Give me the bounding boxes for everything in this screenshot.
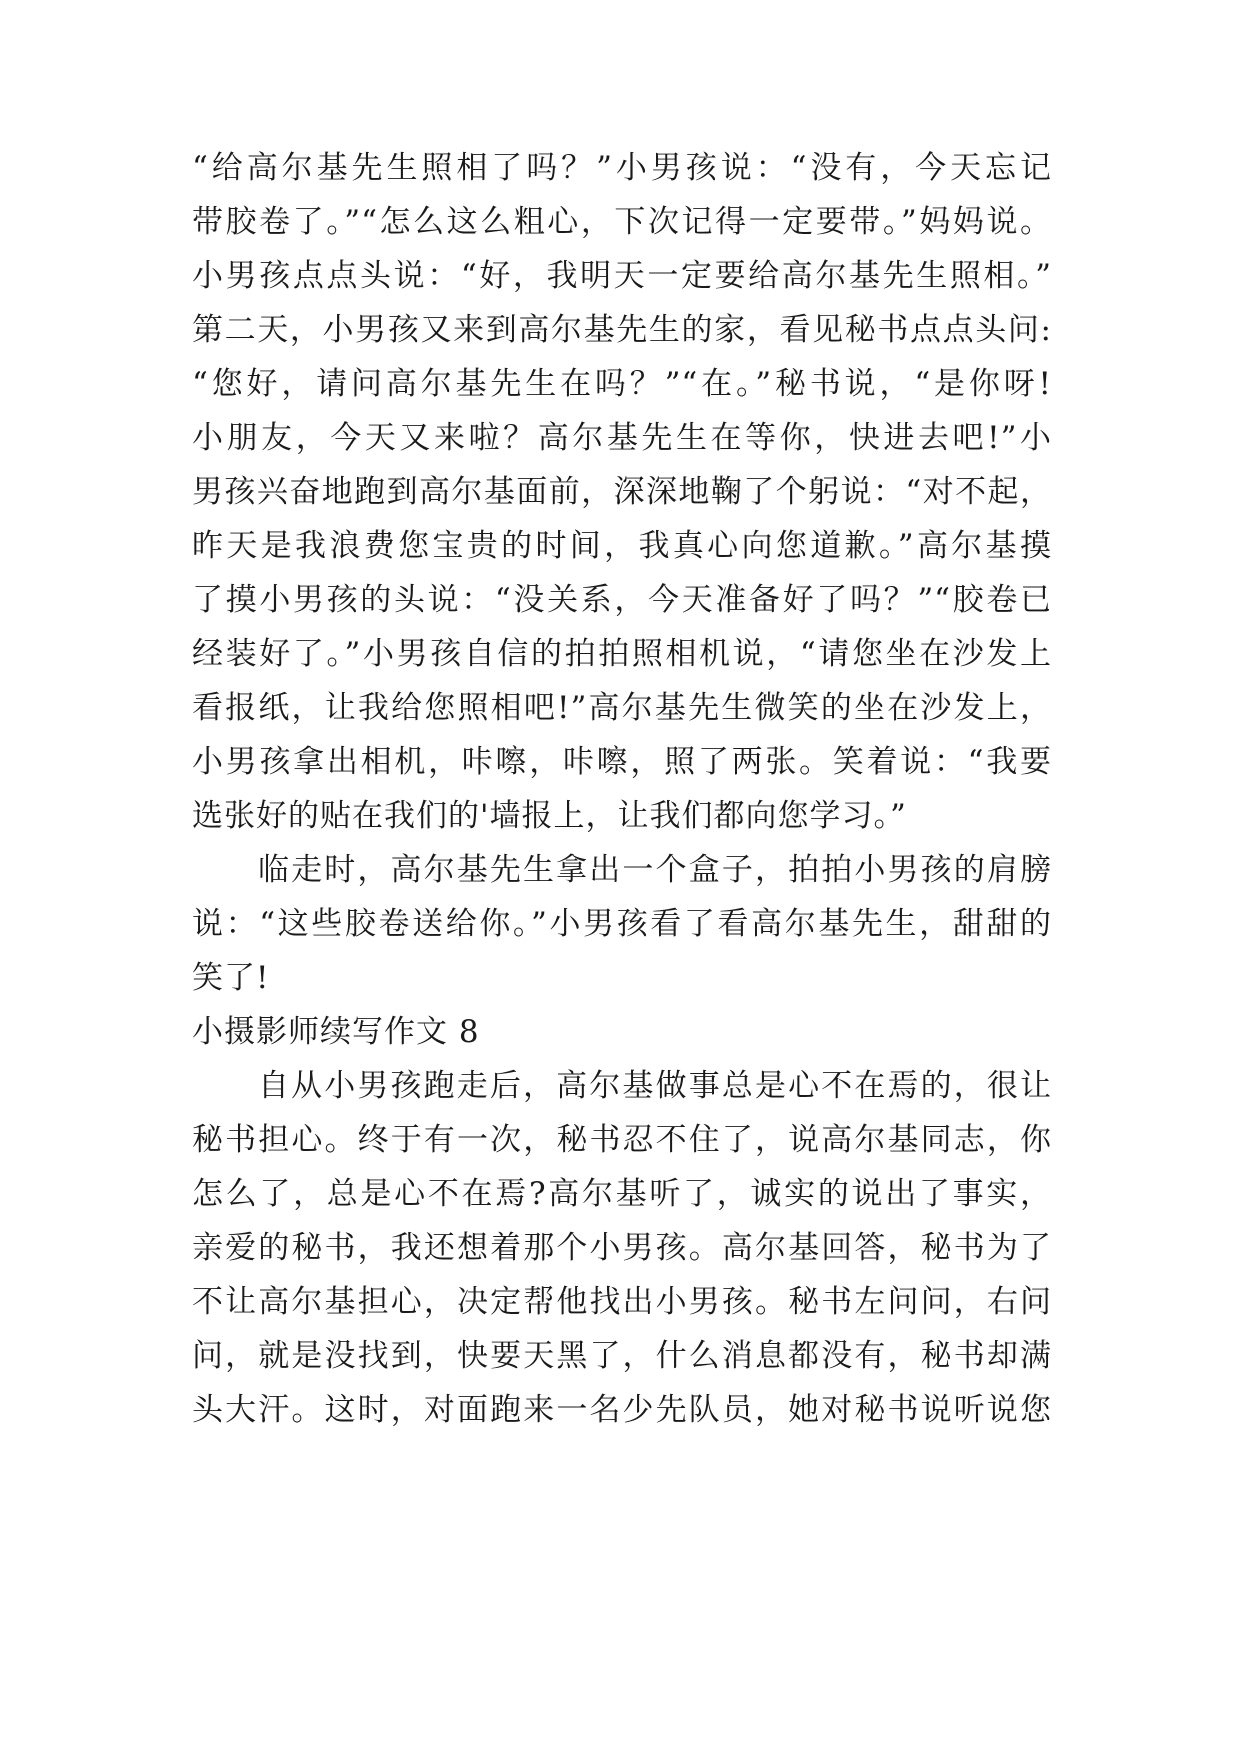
text-line: “您好，请问高尔基先生在吗？”“在。”秘书说，“是你呀! <box>192 366 1052 402</box>
text-line: 笑了! <box>192 960 270 996</box>
paragraph-first-line: 临走时，高尔基先生拿出一个盒子，拍拍小男孩的肩膀 <box>258 852 1052 888</box>
text-line: 经装好了。”小男孩自信的拍拍照相机说，“请您坐在沙发上 <box>192 636 1052 672</box>
text-line: 说：“这些胶卷送给你。”小男孩看了看高尔基先生，甜甜的 <box>192 906 1052 942</box>
section-heading: 小摄影师续写作文 8 <box>192 1014 480 1050</box>
text-line: 不让高尔基担心，决定帮他找出小男孩。秘书左问问，右问 <box>192 1284 1052 1320</box>
text-line: 问，就是没找到，快要天黑了，什么消息都没有，秘书却满 <box>192 1338 1052 1374</box>
text-line: 男孩兴奋地跑到高尔基面前，深深地鞠了个躬说：“对不起， <box>192 474 1052 510</box>
text-line: 带胶卷了。”“怎么这么粗心，下次记得一定要带。”妈妈说。 <box>192 204 1052 240</box>
paragraph-first-line: 自从小男孩跑走后，高尔基做事总是心不在焉的，很让 <box>258 1068 1052 1104</box>
text-line: 了摸小男孩的头说：“没关系，今天准备好了吗？”“胶卷已 <box>192 582 1052 618</box>
text-line: 亲爱的秘书，我还想着那个小男孩。高尔基回答，秘书为了 <box>192 1230 1052 1266</box>
text-line: 第二天，小男孩又来到高尔基先生的家，看见秘书点点头问: <box>192 312 1052 348</box>
text-line: 头大汗。这时，对面跑来一名少先队员，她对秘书说听说您 <box>192 1392 1052 1428</box>
text-line: 选张好的贴在我们的'墙报上，让我们都向您学习。” <box>192 798 907 834</box>
text-line: 小男孩点点头说：“好，我明天一定要给高尔基先生照相。” <box>192 258 1052 294</box>
text-line: 怎么了，总是心不在焉?高尔基听了，诚实的说出了事实， <box>192 1176 1052 1212</box>
text-line: “给高尔基先生照相了吗？”小男孩说：“没有，今天忘记 <box>192 150 1052 186</box>
text-line: 看报纸，让我给您照相吧!”高尔基先生微笑的坐在沙发上， <box>192 690 1052 726</box>
text-line: 小朋友，今天又来啦？高尔基先生在等你，快进去吧!”小 <box>192 420 1052 456</box>
text-line: 秘书担心。终于有一次，秘书忍不住了，说高尔基同志，你 <box>192 1122 1052 1158</box>
text-line: 小男孩拿出相机，咔嚓，咔嚓，照了两张。笑着说：“我要 <box>192 744 1052 780</box>
text-line: 昨天是我浪费您宝贵的时间，我真心向您道歉。”高尔基摸 <box>192 528 1052 564</box>
